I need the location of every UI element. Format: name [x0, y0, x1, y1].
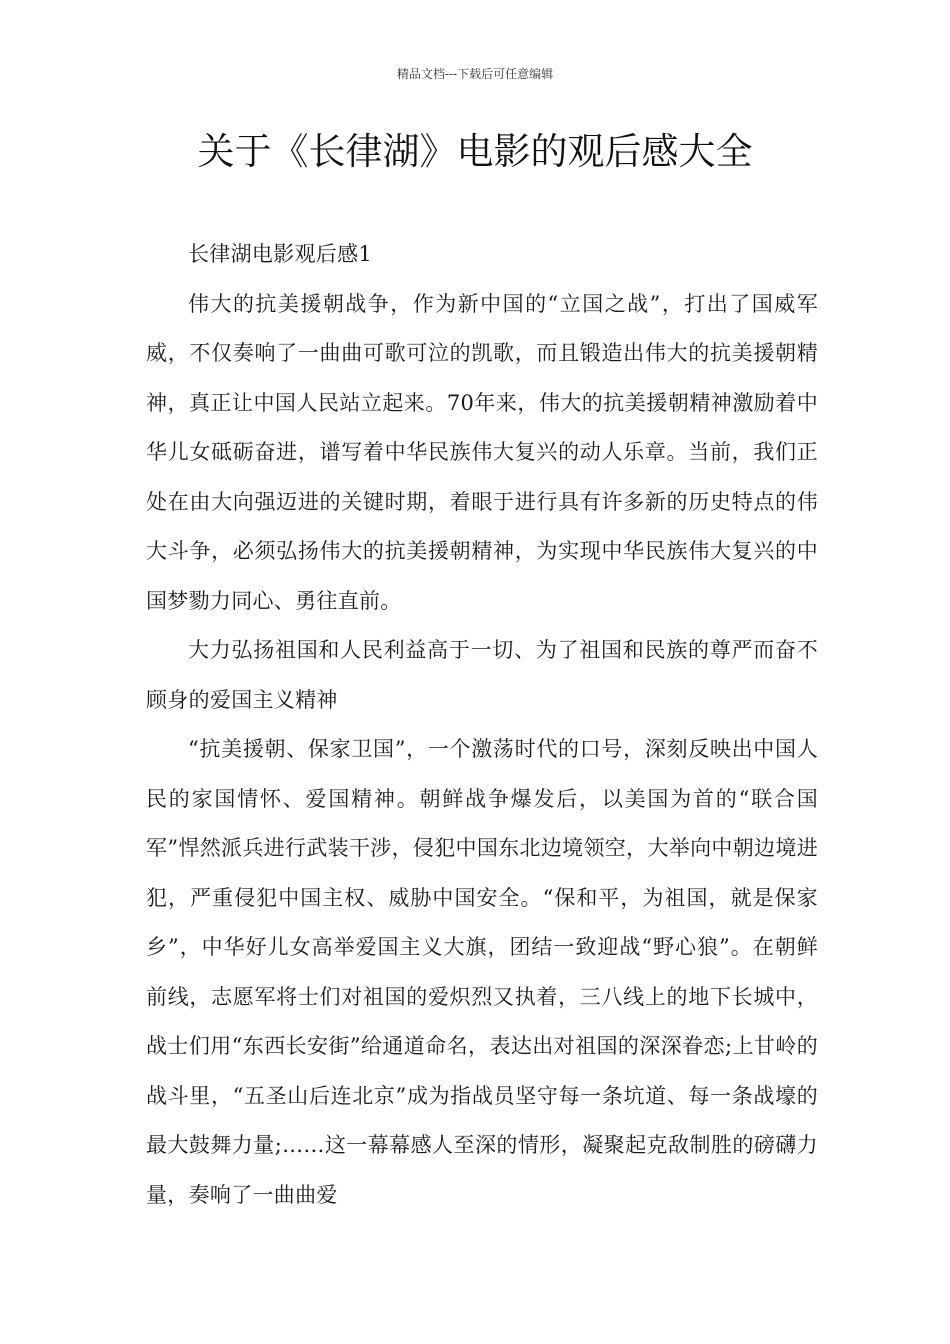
body-paragraph: 大力弘扬祖国和人民利益高于一切、为了祖国和民族的尊严而奋不顾身的爱国主义精神	[146, 638, 818, 712]
document-body	[146, 230, 818, 1220]
document-title: 关于《长律湖》电影的观后感大全	[197, 130, 753, 173]
body-paragraph: “抗美援朝、保家卫国”，一个激荡时代的口号，深刻反映出中国人民的家国情怀、爱国精神。朝鲜战争爆发后，以美国为首的“联合国军”悍然派兵进行武装干涉，侵犯中国东北边境领空，大举向中朝边境进犯，严重侵犯中国主权、威胁中国安全。“保和平，为祖国，就是保家乡”，中华好儿女高举爱国主义大旗，团结一致迎战“野心狼”。在朝鲜前线，志愿军将士们对祖国的爱炽烈又执着，三八线上的地下长城中，战士们用“东西长安街”给通道命名，表达出对祖国的深深眷恋;上甘岭的战斗里，“五圣山后连北京”成为指战员坚守每一条坑道、每一条战壕的最大鼓舞力量;……这一幕幕感人至深的情形，凝聚起克敌制胜的磅礴力量，奏响了一曲曲爱	[146, 737, 818, 1207]
section-heading: 长律湖电影观后感1	[188, 242, 373, 266]
header-note: 精品文档---下载后可任意编辑	[396, 67, 554, 81]
body-paragraph: 伟大的抗美援朝战争，作为新中国的“立国之战”，打出了国威军威，不仅奏响了一曲曲可歌可泣的凯歌，而且锻造出伟大的抗美援朝精神，真正让中国人民站立起来。70年来，伟大的抗美援朝精神激励着中华儿女砥砺奋进，谱写着中华民族伟大复兴的动人乐章。当前，我们正处在由大向强迈进的关键时期，着眼于进行具有许多新的历史特点的伟大斗争，必须弘扬伟大的抗美援朝精神，为实现中华民族伟大复兴的中国梦勠力同心、勇往直前。	[146, 291, 818, 613]
